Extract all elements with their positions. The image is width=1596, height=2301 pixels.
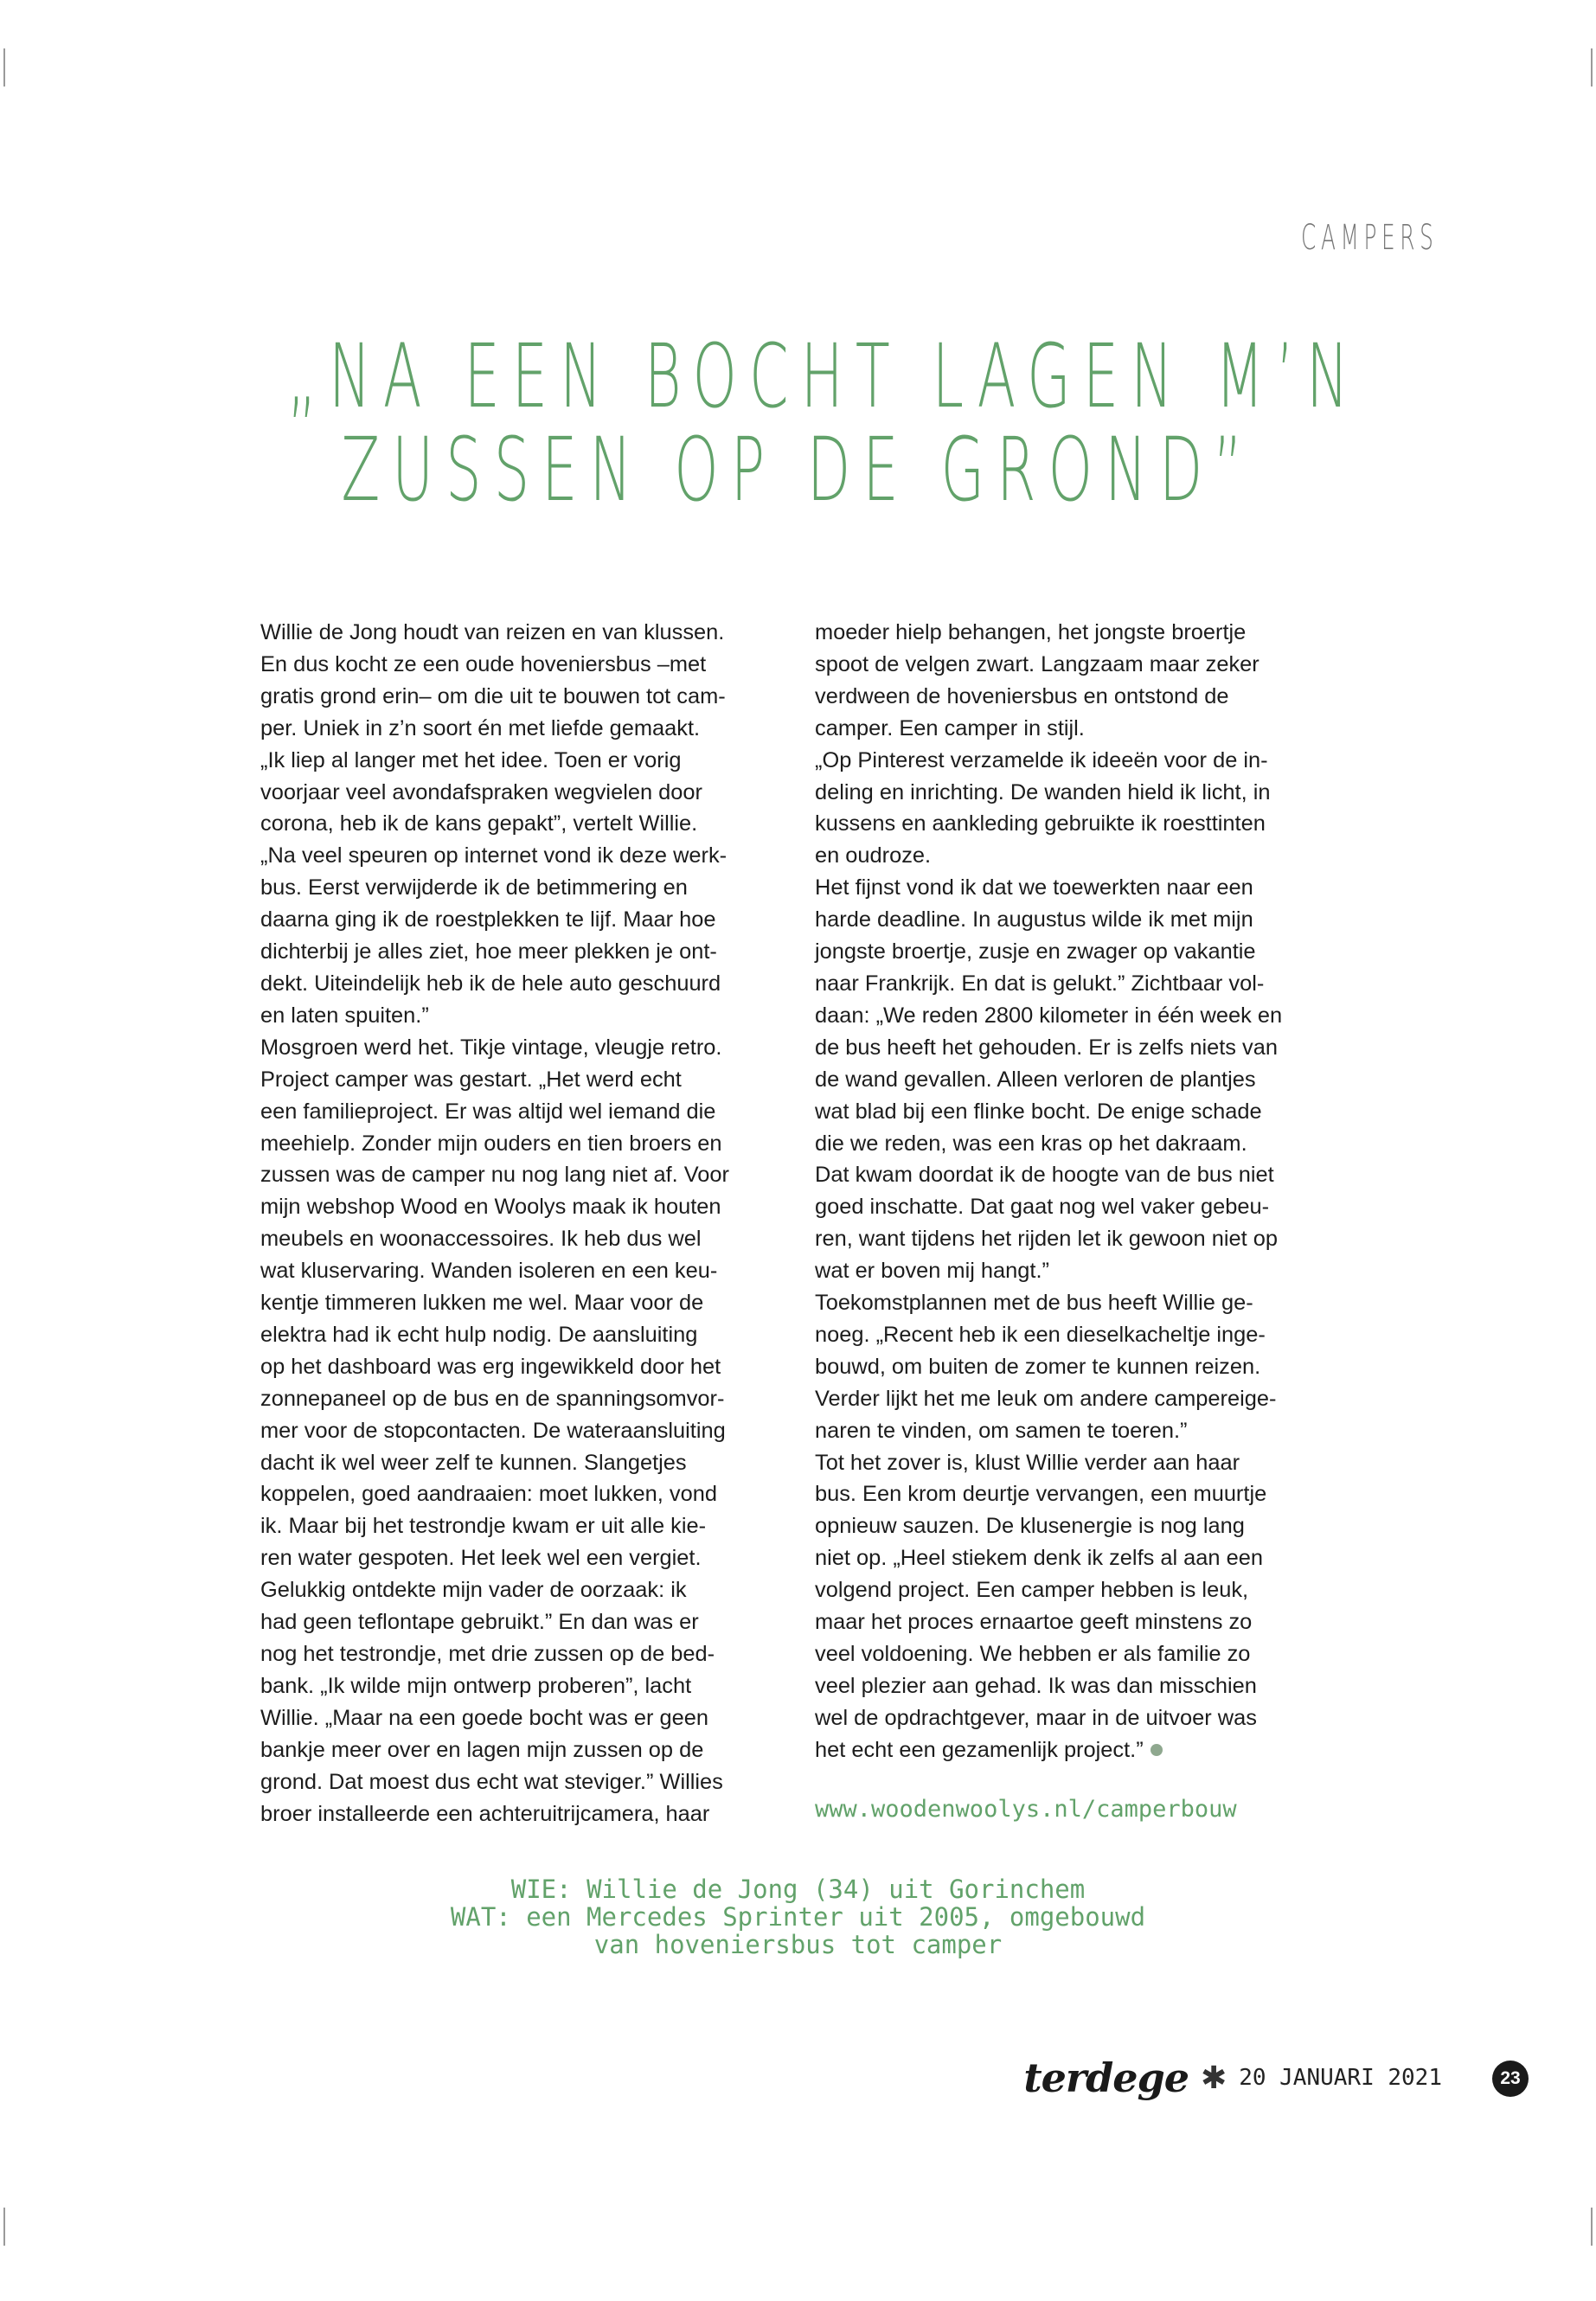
body-text-line: niet op. „Heel stiekem denk ik zelfs al aan een xyxy=(815,1546,1263,1571)
body-text-line: moeder hielp behangen, het jongste broertje xyxy=(815,620,1247,644)
body-text-line: Mosgroen werd het. Tikje vintage, vleugje retro. xyxy=(260,1035,722,1060)
body-text-line: veel voldoening. We hebben er als familie zo xyxy=(815,1642,1251,1666)
body-text-line: bouwd, om buiten de zomer te kunnen reizen. xyxy=(815,1354,1261,1379)
body-text-line: dichterbij je alles ziet, hoe meer plekken je ont- xyxy=(260,939,717,965)
body-text-line: mer voor de stopcontacten. De wateraansluiting xyxy=(260,1418,726,1443)
body-text-line: harde deadline. In augustus wilde ik met mijn xyxy=(815,907,1253,933)
body-text-final-line xyxy=(815,1734,1343,1766)
body-text-line: daan: „We reden 2800 kilometer in één week en xyxy=(815,1003,1283,1028)
body-text-line: die we reden, was een kras op het dakraam. xyxy=(815,1131,1247,1156)
body-text-line: ik. Maar bij het testrondje kwam er uit alle kie- xyxy=(260,1514,707,1539)
body-text-line: de wand gevallen. Alleen verloren de plantjes xyxy=(815,1067,1256,1092)
body-text-line: „Na veel speuren op internet vond ik deze werk- xyxy=(260,843,727,868)
body-text-line: Verder lijkt het me leuk om andere campereige- xyxy=(815,1386,1277,1411)
end-mark-dot-icon xyxy=(1151,1744,1163,1756)
body-text-line: Willie de Jong houdt van reizen en van klussen. xyxy=(260,620,725,644)
body-text-line: Tot het zover is, klust Willie verder aan haar xyxy=(815,1450,1240,1475)
page-number-badge: 23 xyxy=(1492,2061,1529,2097)
body-text-line: corona, heb ik de kans gepakt”, vertelt Willie. xyxy=(260,811,698,836)
body-text-line: zussen was de camper nu nog lang niet af. Voor xyxy=(260,1163,730,1188)
body-text-line: wat kluservaring. Wanden isoleren en een keu- xyxy=(260,1259,718,1284)
body-text-line: veel plezier aan gehad. Ik was dan misschien xyxy=(815,1673,1257,1698)
body-text-line: dacht ik wel weer zelf te kunnen. Slangetjes xyxy=(260,1450,687,1475)
article-column-right xyxy=(815,617,1343,1766)
website-link[interactable]: www.woodenwoolys.nl/camperbouw xyxy=(815,1796,1237,1823)
body-text-line: voorjaar veel avondafspraken wegvielen door xyxy=(260,779,702,804)
body-text-line: mijn webshop Wood en Woolys maak ik houten xyxy=(260,1195,721,1220)
body-text-line: de bus heeft het gehouden. Er is zelfs niets van xyxy=(815,1035,1278,1060)
body-text-line: „Op Pinterest verzamelde ik ideeën voor de in- xyxy=(815,747,1268,772)
headline-line-2: ZUSSEN OP DE GROND” xyxy=(341,419,1255,522)
body-text-line: bankje meer over en lagen mijn zussen op de xyxy=(260,1737,704,1762)
info-what: WAT: een Mercedes Sprinter uit 2005, omgebouwd xyxy=(450,1902,1146,1932)
body-text-line: wel de opdrachtgever, maar in de uitvoer was xyxy=(815,1705,1257,1730)
body-text-line: volgend project. Een camper hebben is leuk, xyxy=(815,1578,1249,1603)
body-text-line: En dus kocht ze een oude hoveniersbus –met xyxy=(260,651,707,676)
crop-mark-bottom-right xyxy=(1591,2208,1593,2246)
section-label: CAMPERS xyxy=(1300,218,1438,258)
body-text-line: camper. Een camper in stijl. xyxy=(815,715,1085,740)
body-text-line: gratis grond erin– om die uit te bouwen tot cam- xyxy=(260,683,726,708)
body-text-line: kussens en aankleding gebruikte ik roesttinten xyxy=(815,811,1266,836)
info-who: WIE: Willie de Jong (34) uit Gorinchem xyxy=(510,1875,1086,1904)
body-text-line: naar Frankrijk. En dat is gelukt.” Zichtbaar vol- xyxy=(815,971,1265,996)
body-text-line: bus. Eerst verwijderde ik de betimmering en xyxy=(260,875,688,901)
body-text-line: bus. Een krom deurtje vervangen, een muurtje xyxy=(815,1482,1267,1507)
body-text-line: wat er boven mij hangt.” xyxy=(815,1259,1049,1284)
body-text-line: wat blad bij een flinke bocht. De enige schade xyxy=(815,1099,1262,1124)
body-text-line: per. Uniek in z’n soort én met liefde gemaakt. xyxy=(260,715,701,740)
headline xyxy=(287,325,1362,522)
body-text-line: goed inschatte. Dat gaat nog wel vaker gebeu- xyxy=(815,1195,1270,1220)
crop-mark-bottom-left xyxy=(3,2208,5,2246)
body-text-line: Gelukkig ontdekte mijn vader de oorzaak: ik xyxy=(260,1578,687,1603)
body-text-line: noeg. „Recent heb ik een dieselkacheltje inge- xyxy=(815,1322,1266,1347)
crop-mark-top-right xyxy=(1591,48,1593,87)
body-text-line: koppelen, goed aandraaien: moet lukken, vond xyxy=(260,1482,717,1507)
body-text-line: meubels en woonaccessoires. Ik heb dus wel xyxy=(260,1227,702,1252)
body-text-line: op het dashboard was erg ingewikkeld door het xyxy=(260,1354,721,1379)
body-text-line: opnieuw sauzen. De klusenergie is nog lang xyxy=(815,1514,1245,1539)
body-text-line: spoot de velgen zwart. Langzaam maar zeker xyxy=(815,651,1259,676)
body-text-line: bank. „Ik wilde mijn ontwerp proberen”, lacht xyxy=(260,1673,692,1698)
body-text-line: jongste broertje, zusje en zwager op vakantie xyxy=(815,939,1256,965)
body-text-line: deling en inrichting. De wanden hield ik licht, in xyxy=(815,779,1271,804)
body-text-line: „Ik liep al langer met het idee. Toen er vorig xyxy=(260,747,682,772)
body-text-line: elektra had ik echt hulp nodig. De aansluiting xyxy=(260,1322,698,1347)
body-text-line: en oudroze. xyxy=(815,843,932,868)
body-text-line: naren te vinden, om samen te toeren.” xyxy=(815,1418,1188,1443)
brand-logo: terdege xyxy=(1023,2054,1189,2101)
body-text-line: ren, want tijdens het rijden let ik gewoon niet op xyxy=(815,1227,1278,1252)
issue-date: 20 JANUARI 2021 xyxy=(1239,2065,1442,2091)
body-text-line: zonnepaneel op de bus en de spanningsomvor- xyxy=(260,1386,725,1411)
page-footer xyxy=(1023,2054,1442,2102)
body-text-line: Project camper was gestart. „Het werd echt xyxy=(260,1067,682,1092)
body-text-line: Toekomstplannen met de bus heeft Willie ge- xyxy=(815,1291,1253,1316)
body-text-line: Willie. „Maar na een goede bocht was er geen xyxy=(260,1705,708,1730)
body-text-line: en laten spuiten.” xyxy=(260,1003,429,1028)
body-text-line: broer installeerde een achteruitrijcamera, haar xyxy=(260,1801,710,1826)
body-text-line: daarna ging ik de roestplekken te lijf. Maar hoe xyxy=(260,907,716,933)
body-text-line: Het fijnst vond ik dat we toewerkten naar een xyxy=(815,875,1253,901)
body-text-line: grond. Dat moest dus echt wat steviger.” Willies xyxy=(260,1769,723,1794)
body-text-line: dekt. Uiteindelijk heb ik de hele auto geschuurd xyxy=(260,971,721,996)
headline-line-1: „NA EEN BOCHT LAGEN M’N xyxy=(287,325,1362,428)
body-text-line: had geen teflontape gebruikt.” En dan was er xyxy=(260,1610,699,1635)
body-text-line: meehielp. Zonder mijn ouders en tien broers en xyxy=(260,1131,722,1156)
asterisk-icon: ✱ xyxy=(1201,2060,1227,2096)
info-box xyxy=(0,1875,1596,1958)
body-text-line: kentje timmeren lukken me wel. Maar voor de xyxy=(260,1291,704,1316)
body-text-line: nog het testrondje, met drie zussen op de bed- xyxy=(260,1642,715,1666)
article-column-left xyxy=(260,617,788,1830)
body-text-line: maar het proces ernaartoe geeft minstens zo xyxy=(815,1610,1253,1635)
body-text-line: een familieproject. Er was altijd wel iemand die xyxy=(260,1099,716,1124)
body-text-line: verdween de hoveniersbus en ontstond de xyxy=(815,683,1229,708)
body-text-line: Dat kwam doordat ik de hoogte van de bus niet xyxy=(815,1163,1274,1188)
body-text-line: ren water gespoten. Het leek wel een vergiet. xyxy=(260,1546,702,1571)
crop-mark-top-left xyxy=(3,48,5,87)
info-what-continued: van hoveniersbus tot camper xyxy=(593,1930,1003,1959)
body-text-line: het echt een gezamenlijk project.” xyxy=(815,1737,1144,1762)
